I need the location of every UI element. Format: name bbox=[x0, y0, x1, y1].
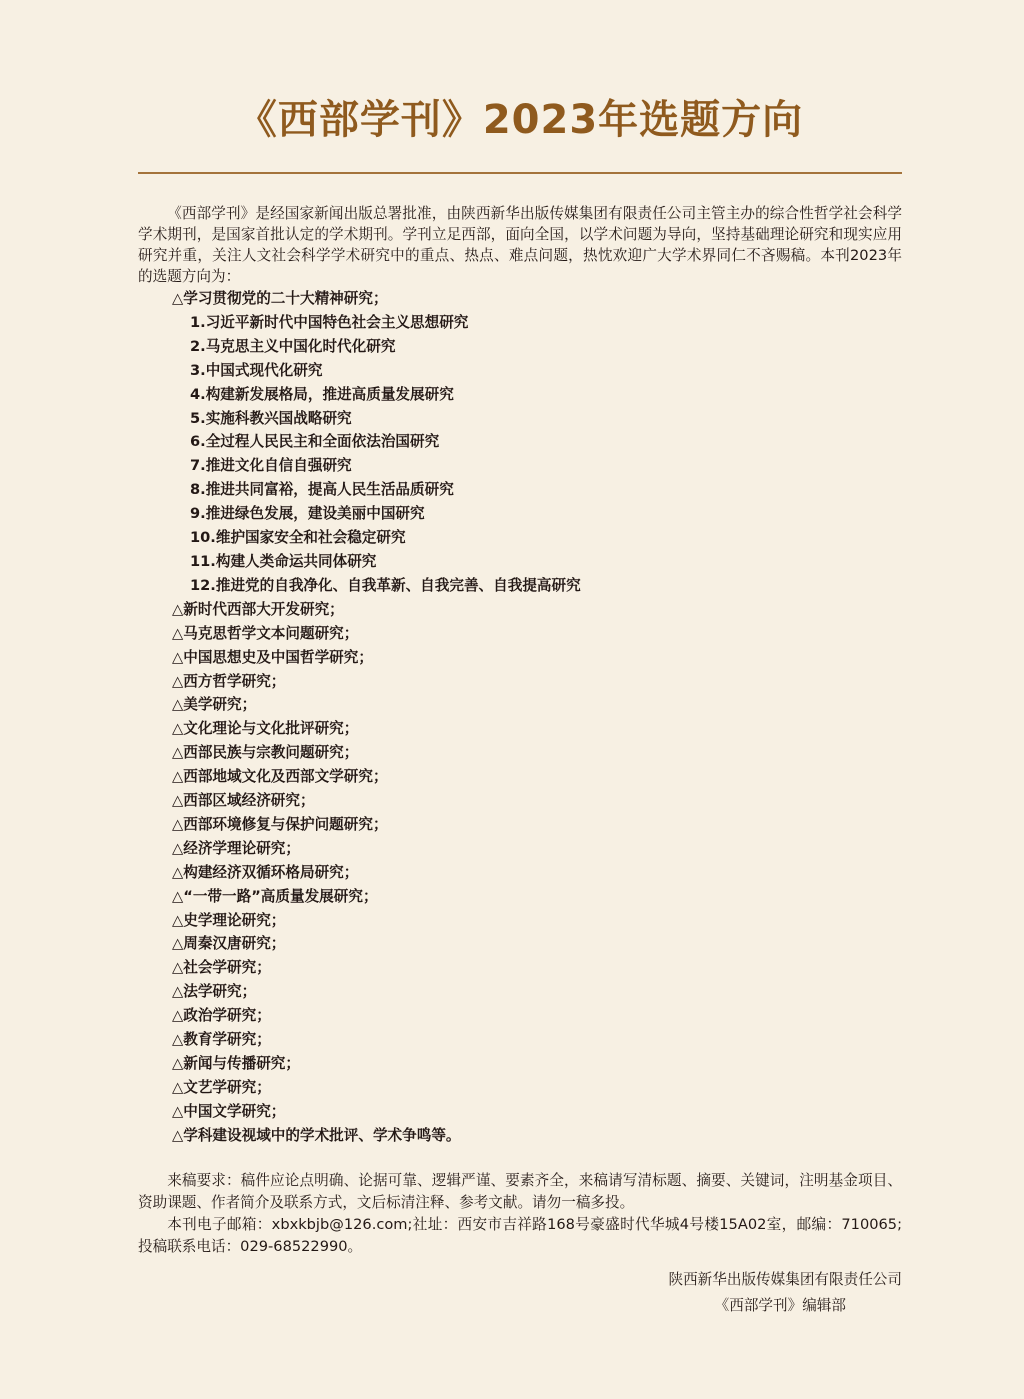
title-divider bbox=[138, 172, 902, 174]
topic-item: △周秦汉唐研究； bbox=[172, 935, 286, 953]
contact-info: 本刊电子邮箱：xbxkbjb@126.com;社址：西安市吉祥路168号豪盛时代华城4号楼15A02室，邮编：710065;投稿联系电话：029-68522990。 bbox=[138, 1216, 902, 1255]
publisher-signature: 陕西新华出版传媒集团有限责任公司 bbox=[668, 1271, 902, 1288]
topic-item: △社会学研究； bbox=[172, 959, 271, 977]
topic-list bbox=[172, 287, 581, 1148]
topic-item: △新时代西部大开发研究； bbox=[172, 600, 344, 618]
topic-item: △西部地域文化及西部文学研究； bbox=[172, 768, 388, 786]
subtopic-item: 3.中国式现代化研究 bbox=[190, 361, 323, 379]
topic-item: △马克思哲学文本问题研究； bbox=[172, 624, 359, 642]
subtopic-item: 10.维护国家安全和社会稳定研究 bbox=[190, 529, 406, 547]
topic-item: △学习贯彻党的二十大精神研究； bbox=[172, 290, 388, 307]
topic-item: △法学研究； bbox=[172, 983, 257, 1001]
topic-item: △文艺学研究； bbox=[172, 1078, 271, 1096]
topic-item: △学科建设视域中的学术批评、学术争鸣等。 bbox=[172, 1126, 461, 1144]
topic-item: △西部环境修复与保护问题研究； bbox=[172, 815, 388, 833]
submission-requirements: 来稿要求：稿件应论点明确、论据可靠、逻辑严谨、要素齐全，来稿请写清标题、摘要、关键词，注明基金项目、资助课题、作者简介及联系方式，文后标清注释、参考文献。请勿一稿多投。 bbox=[138, 1172, 902, 1211]
subtopic-item: 4.构建新发展格局，推进高质量发展研究 bbox=[190, 385, 454, 403]
subtopic-item: 11.构建人类命运共同体研究 bbox=[190, 552, 377, 570]
topic-item: △教育学研究； bbox=[172, 1031, 271, 1049]
editorial-signature: 《西部学刊》编辑部 bbox=[714, 1297, 846, 1314]
topic-item: △中国文学研究； bbox=[172, 1102, 286, 1120]
subtopic-item: 1.习近平新时代中国特色社会主义思想研究 bbox=[190, 313, 469, 331]
subtopic-item: 7.推进文化自信自强研究 bbox=[190, 457, 352, 475]
subtopic-item: 2.马克思主义中国化时代化研究 bbox=[190, 337, 396, 355]
page-title: 《西部学刊》2023年选题方向 bbox=[236, 97, 804, 143]
topic-item: △经济学理论研究； bbox=[172, 839, 300, 857]
topic-item: △中国思想史及中国哲学研究； bbox=[172, 648, 373, 666]
topic-item: △西方哲学研究； bbox=[172, 672, 286, 690]
topic-item: △新闻与传播研究； bbox=[172, 1055, 300, 1072]
subtopic-item: 6.全过程人民民主和全面依法治国研究 bbox=[190, 433, 440, 451]
subtopic-item: 8.推进共同富裕，提高人民生活品质研究 bbox=[190, 481, 454, 499]
topic-item: △政治学研究； bbox=[172, 1007, 271, 1025]
intro-paragraph: 《西部学刊》是经国家新闻出版总署批准，由陕西新华出版传媒集团有限责任公司主管主办的综合性哲学社会科学学术期刊，是国家首批认定的学术期刊。学刊立足西部，面向全国，以学术问题为导向，坚持基础理论研究和现实应用研究并重，关注人文社会科学学术研究中的重点、热点、难点问题，热忱欢迎广大学术界同仁不吝赐稿。本刊2023年的选题方向为： bbox=[138, 205, 902, 285]
topic-item: △史学理论研究； bbox=[172, 911, 286, 929]
topic-item: △美学研究； bbox=[172, 696, 257, 714]
topic-item: △“一带一路”高质量发展研究； bbox=[172, 887, 378, 905]
topic-item: △西部区域经济研究； bbox=[172, 792, 315, 810]
topic-item: △构建经济双循环格局研究； bbox=[172, 863, 359, 881]
topic-item: △文化理论与文化批评研究； bbox=[172, 720, 359, 738]
topic-item: △西部民族与宗教问题研究； bbox=[172, 744, 359, 762]
subtopic-item: 12.推进党的自我净化、自我革新、自我完善、自我提高研究 bbox=[190, 576, 581, 594]
subtopic-item: 5.实施科教兴国战略研究 bbox=[190, 409, 352, 427]
subtopic-item: 9.推进绿色发展，建设美丽中国研究 bbox=[190, 505, 425, 523]
